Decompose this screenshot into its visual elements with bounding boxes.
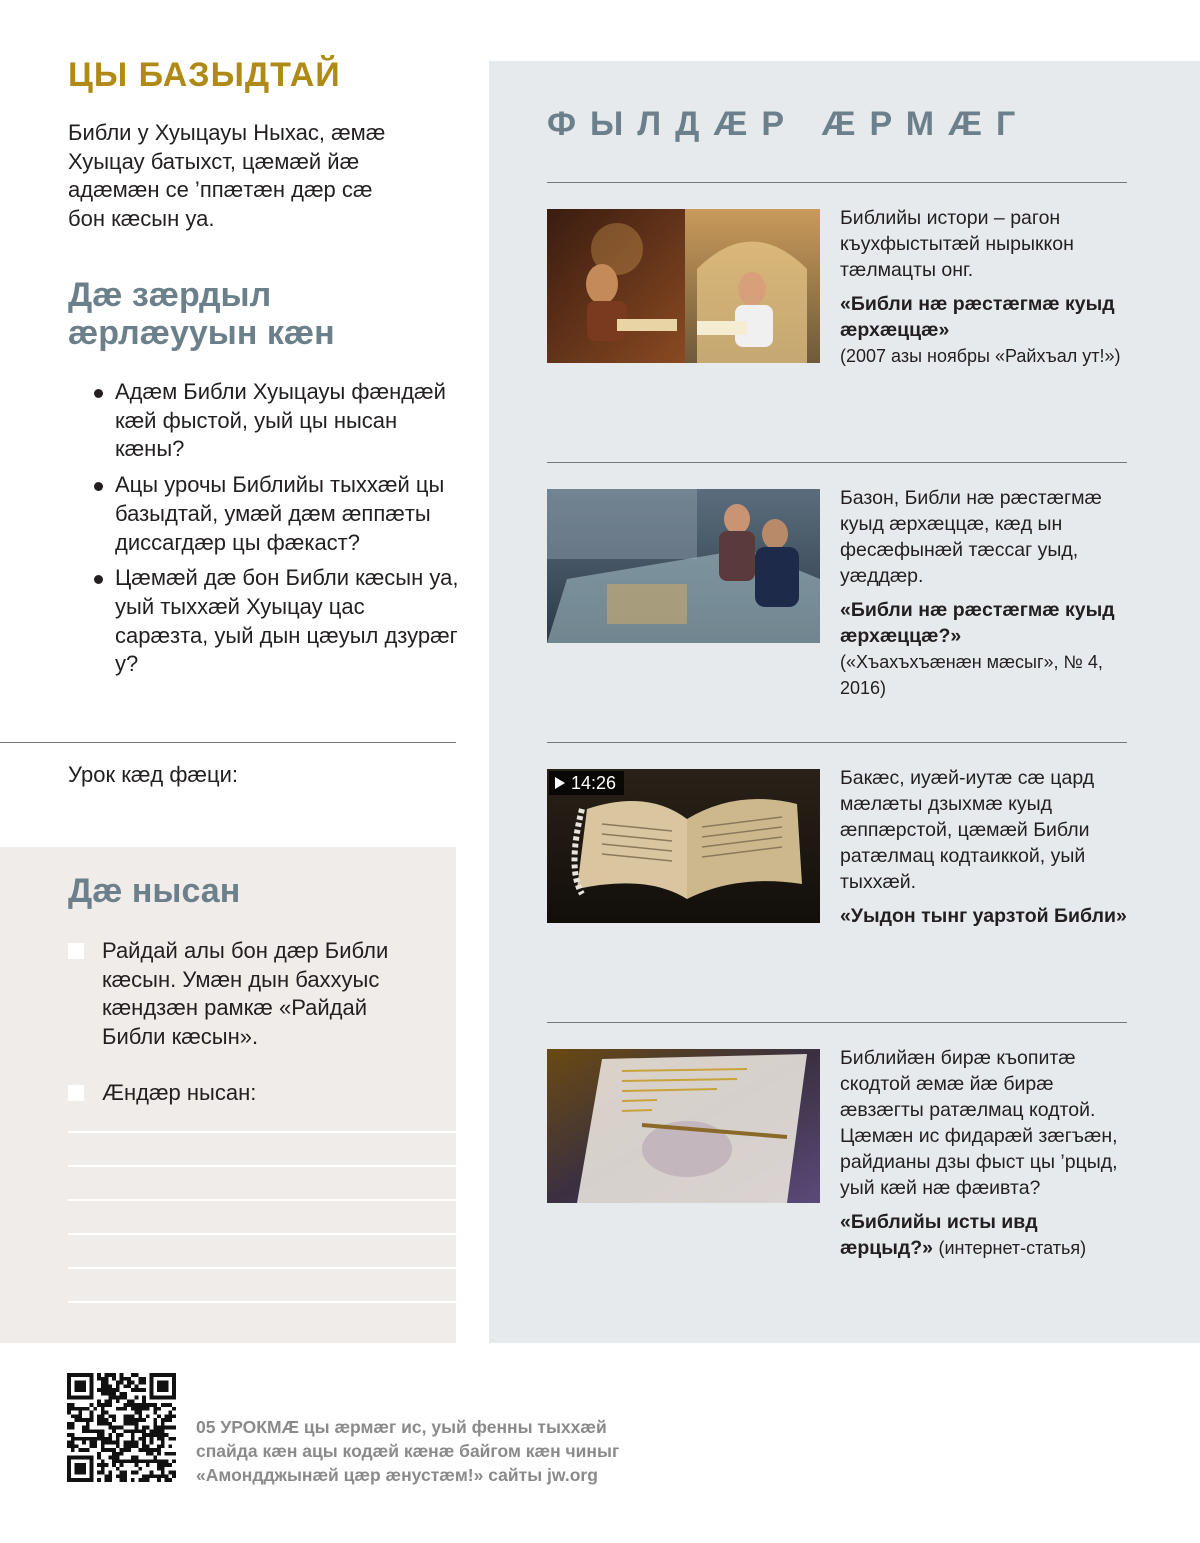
explore-item-text [840,485,1130,701]
write-line[interactable] [68,1267,456,1269]
summary-title: ЦЫ БАЗЫДТАЙ [68,56,341,94]
explore-item-text [840,1045,1130,1261]
remember-title: Дæ зæрдыл æрлæууын кæн [68,276,335,352]
review-questions [92,378,462,686]
write-line[interactable] [68,1301,456,1303]
explore-item-text [840,205,1130,369]
explore-item-text [840,765,1130,929]
museum-couple-image[interactable] [547,489,820,643]
video-duration: 14:26 [571,773,617,793]
goal-task-label: Æндæр нысан: [102,1080,257,1105]
lesson-date-label: Урок кæд фæци: [68,762,238,787]
footer-text: 05 УРОКМÆ цы æрмæг ис, уый фенны тыххæй спайда кæн ацы кодæй кæнæ байгом кæн чиныг «Амондджынæй цæр æнустæм!» сайты jw.org [196,1417,620,1485]
goal-task-label: Райдай алы бон дæр Библи кæсын. Умæн дын баххуыс кæндзæн рамкæ «Райдай Библи кæсын». [102,938,389,1049]
item-title-link[interactable]: «Библи нæ рæстæгмæ куыд æрхæццæ» [840,293,1115,341]
divider [547,742,1127,743]
item-source: (2007 азы ноябры «Райхъал ут!») [840,346,1121,366]
item-description: Базон, Библи нæ рæстæгмæ куыд æрхæццæ, кæд ын фесæфынæй тæссаг уыд, уæддæр. [840,487,1102,587]
divider [0,742,456,743]
write-line[interactable] [68,1131,456,1133]
item-description: Библийы истори – рагон къухфыстытæй нырыккон тæлмацты онг. [840,207,1074,281]
divider [547,182,1127,183]
item-title-link[interactable]: «Библийы исты ивд æрцыд?» [840,1211,1038,1259]
goal-task [68,937,428,1051]
divider [547,462,1127,463]
explore-title: ФЫЛДÆР ÆРМÆГ [547,105,1030,143]
write-line[interactable] [68,1233,456,1235]
question-item: Цæмæй дæ бон Библи кæсын уа, уый тыххæй Хуыцау цас сарæзта, уый дын цæуыл дзурæг у? [92,564,462,679]
question-item: Адæм Библи Хуыцауы фæндæй кæй фыстой, уый цы нысан кæны? [92,378,462,464]
item-description: Бакæс, иуæй-иутæ сæ цард мæлæты дзыхмæ куыд æппæрстой, цæмæй Библи ратæлмац кодтаиккой, уый тыххæй. [840,767,1095,893]
goal-title: Дæ нысан [68,872,241,910]
qr-code-icon[interactable] [67,1373,176,1482]
item-title-link[interactable]: «Библи нæ рæстæгмæ куыд æрхæццæ?» [840,599,1115,647]
item-description: Библийæн бирæ къопитæ скодтой æмæ йæ бирæ æвзæгты ратæлмац кодтой. Цæмæн ис фидарæй зæгъæн, райдианы дзы фыст цы ’рцыд, уый кæй нæ фæивта? [840,1047,1118,1199]
item-source: («Хъахъхъæнæн мæсыг», № 4, 2016) [840,652,1103,698]
item-title-link[interactable]: «Уыдон тынг уарзтой Библи» [840,905,1127,927]
question-item: Ацы урочы Библийы тыххæй цы базыдтай, умæй дæм æппæты диссагдæр цы фæкаст? [92,471,462,557]
item-source: (интернет-статья) [938,1238,1087,1258]
write-line[interactable] [68,1165,456,1167]
checkbox[interactable] [68,943,84,959]
divider [547,1022,1127,1023]
play-icon [555,777,565,789]
bible-translation-scene-image[interactable] [547,209,820,363]
write-line[interactable] [68,1199,456,1201]
goal-task [68,1079,428,1108]
manuscript-writing-image[interactable] [547,1049,820,1203]
video-duration-badge[interactable] [549,771,624,795]
checkbox[interactable] [68,1085,84,1101]
summary-text: Библи у Хуыцауы Ныхас, æмæ Хуыцау батыхст, цæмæй йæ адæмæн се ’ппæтæн дæр сæ бон кæсын уа. [68,120,386,231]
